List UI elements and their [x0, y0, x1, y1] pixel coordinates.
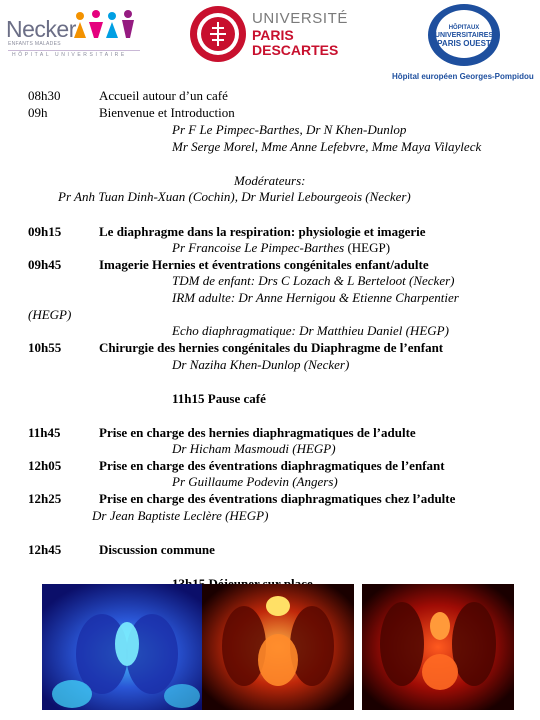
necker-wordmark: Necker — [6, 16, 76, 42]
session-imagerie-tdm: TDM de enfant: Drs C Lozach & L Berteloot (Necker) — [172, 273, 455, 288]
session-physiologie-speaker: Pr Francoise Le Pimpec-Barthes (HEGP) — [172, 240, 391, 255]
session-eventrations-adulte-speaker: Dr Jean Baptiste Leclère (HEGP) — [92, 508, 269, 523]
mri-image-orange — [202, 584, 354, 710]
session-hernies-adulte-title: Prise en charge des hernies diaphragmatiques de l’adulte — [99, 425, 416, 440]
session-imagerie-echo: Echo diaphragmatique: Dr Matthieu Daniel (HEGP) — [172, 323, 449, 338]
coffee-break: 11h15 Pause café — [172, 391, 266, 406]
session-eventrations-enfant-title: Prise en charge des éventrations diaphragmatiques de l’enfant — [99, 458, 445, 473]
session-imagerie-affil: (HEGP) — [28, 307, 72, 322]
session-eventrations-adulte-title: Prise en charge des éventrations diaphragmatiques chez l’adulte — [99, 491, 456, 506]
time-09h: 09h — [28, 105, 48, 120]
time-0830: 08h30 — [28, 88, 61, 103]
intro-speakers-line1: Pr F Le Pimpec-Barthes, Dr N Khen-Dunlop — [172, 122, 407, 137]
children-figures-icon — [70, 8, 142, 42]
necker-logo — [6, 6, 146, 56]
moderators-names: Pr Anh Tuan Dinh-Xuan (Cochin), Dr Muriel Lebourgeois (Necker) — [58, 189, 411, 204]
time-1055: 10h55 — [28, 340, 62, 355]
university-seal-icon — [190, 6, 246, 62]
time-1245: 12h45 — [28, 542, 62, 557]
time-1225: 12h25 — [28, 491, 62, 506]
time-1205: 12h05 — [28, 458, 62, 473]
hup-wordmark: HÔPITAUX UNIVERSITAIRES PARIS OUEST — [434, 25, 494, 48]
hup-logo — [392, 4, 540, 84]
divider — [8, 50, 140, 51]
item-introduction: Bienvenue et Introduction — [99, 105, 235, 120]
session-imagerie-irm: IRM adulte: Dr Anne Hernigou & Etienne Charpentier — [172, 290, 459, 305]
session-imagerie-title: Imagerie Hernies et éventrations congénitales enfant/adulte — [99, 257, 429, 272]
time-1145: 11h45 — [28, 425, 61, 440]
item-accueil: Accueil autour d’un café — [99, 88, 228, 103]
university-label: UNIVERSITÉ — [252, 10, 349, 27]
mri-image-red — [362, 584, 514, 710]
necker-subtitle: ENFANTS MALADES — [8, 41, 61, 47]
time-0915: 09h15 — [28, 224, 62, 239]
session-eventrations-enfant-speaker: Pr Guillaume Podevin (Angers) — [172, 474, 338, 489]
necker-caption: HÔPITAL UNIVERSITAIRE — [12, 52, 127, 58]
session-discussion-title: Discussion commune — [99, 542, 215, 557]
session-hernies-adulte-speaker: Dr Hicham Masmoudi (HEGP) — [172, 441, 336, 456]
moderators-label: Modérateurs: — [234, 173, 306, 188]
intro-speakers-line2: Mr Serge Morel, Mme Anne Lefebvre, Mme Maya Vilayleck — [172, 139, 482, 154]
mri-image-blue — [42, 584, 212, 710]
hup-footer: Hôpital européen Georges-Pompidou — [392, 72, 534, 81]
session-chirurgie-title: Chirurgie des hernies congénitales du Diaphragme de l’enfant — [99, 340, 444, 355]
time-0945: 09h45 — [28, 257, 62, 272]
session-physiologie-title: Le diaphragme dans la respiration: physiologie et imagerie — [99, 224, 426, 239]
paris-descartes-logo — [190, 4, 350, 64]
university-name: PARIS DESCARTES — [252, 27, 339, 58]
session-chirurgie-speaker: Dr Naziha Khen-Dunlop (Necker) — [172, 357, 350, 372]
